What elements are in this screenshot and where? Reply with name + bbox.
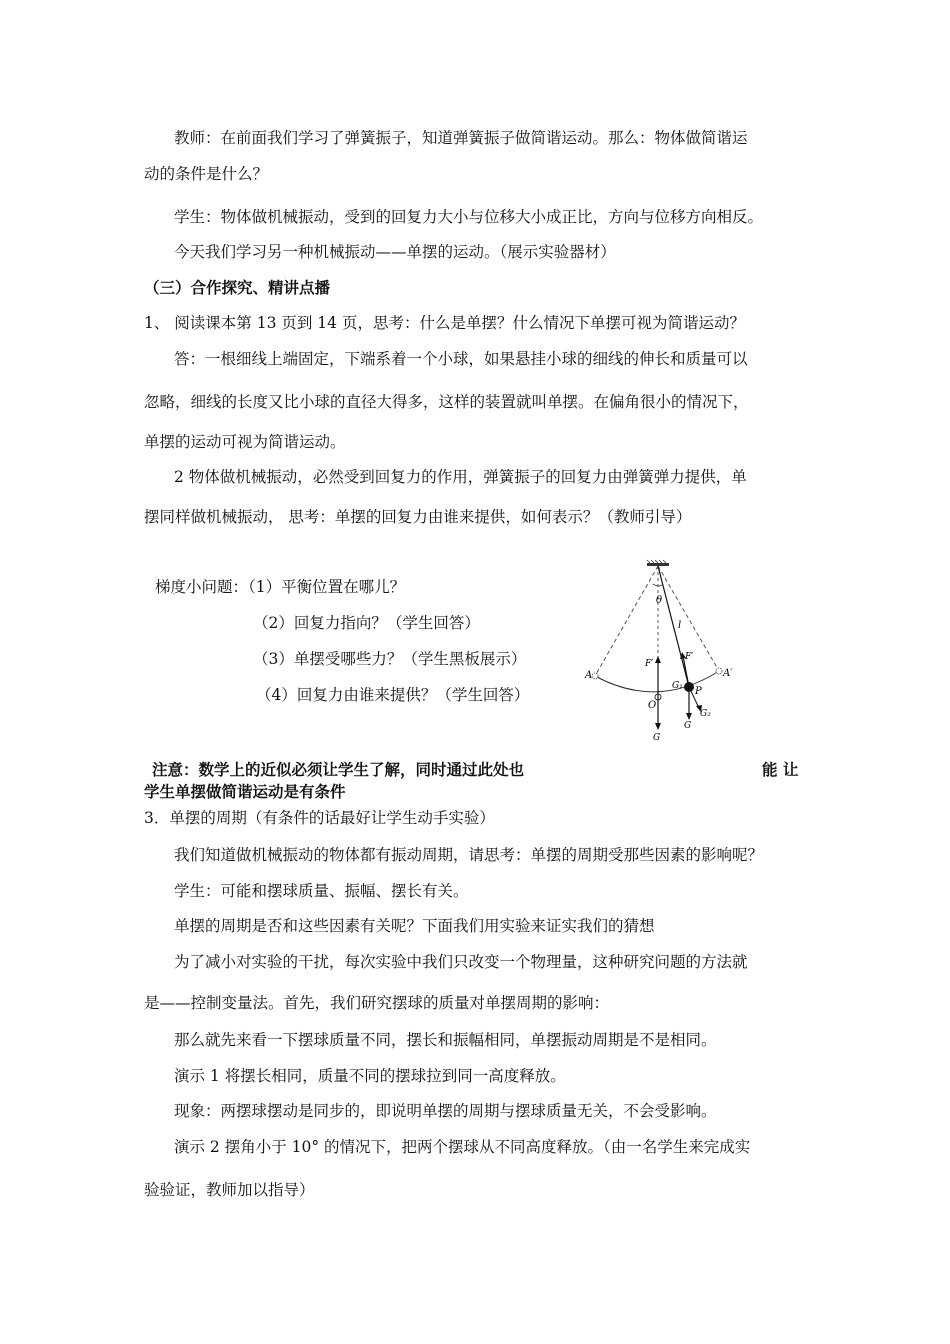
section-heading: （三）合作探究、精讲点播	[144, 279, 331, 297]
question-1: 梯度小问题：（1）平衡位置在哪儿？	[155, 578, 406, 596]
period-p6: 演示 1 将摆长相同，质量不同的摆球拉到同一高度释放。	[174, 1067, 566, 1085]
period-p4-line2: 是——控制变量法。首先，我们研究摆球的质量对单摆周期的影响：	[144, 994, 610, 1012]
ceiling-support	[647, 563, 669, 566]
label-f-left: F′	[645, 659, 654, 669]
note-line1-right: 能 让	[762, 761, 799, 779]
label-a-right: A′	[723, 668, 733, 679]
student-answer: 学生：物体做机械振动，受到的回复力大小与位移大小成正比，方向与位移方向相反。	[174, 208, 764, 226]
teacher-question-line1: 教师：在前面我们学习了弹簧振子，知道弹簧振子做简谐运动。那么：物体做简谐运	[174, 129, 748, 147]
label-g2: G₂	[700, 709, 711, 719]
label-g-left: G	[653, 733, 661, 743]
label-g1: G₁	[672, 681, 683, 691]
question-4: （4）回复力由谁来提供？（学生回答）	[256, 686, 530, 704]
item2-line1: 2 物体做机械振动，必然受到回复力的作用，弹簧振子的回复力由弹簧弹力提供，单	[174, 468, 747, 486]
item1-answer-line3: 单摆的运动可视为简谐运动。	[144, 433, 346, 451]
item1-answer-line2: 忽略，细线的长度又比小球的直径大得多，这样的装置就叫单摆。在偏角很小的情况下，	[144, 393, 749, 411]
item1-answer-line1: 答：一根细线上端固定，下端系着一个小球，如果悬挂小球的细线的伸长和质量可以	[174, 350, 748, 368]
teacher-question-line2: 动的条件是什么？	[144, 165, 269, 183]
today-topic: 今天我们学习另一种机械振动——单摆的运动。（展示实验器材）	[174, 243, 616, 261]
period-p8-line2: 验验证，教师加以指导）	[144, 1181, 315, 1199]
label-f-right: F′	[685, 652, 694, 662]
period-p3: 单摆的周期是否和这些因素有关呢？下面我们用实验来证实我们的猜想	[174, 917, 655, 935]
label-p: P	[695, 686, 702, 697]
period-heading: 3．单摆的周期（有条件的话最好让学生动手实验）	[144, 809, 495, 827]
period-p5: 那么就先来看一下摆球质量不同，摆长和振幅相同，单摆振动周期是不是相同。	[174, 1031, 717, 1049]
pendulum-bob	[684, 682, 694, 692]
item2-line2: 摆同样做机械振动， 思考：单摆的回复力由谁来提供，如何表示？（教师引导）	[144, 508, 692, 526]
period-p2: 学生：可能和摆球质量、振幅、摆长有关。	[174, 882, 469, 900]
note-line1-left: 注意：数学上的近似必须让学生了解，同时通过此处也	[152, 761, 525, 779]
period-p1: 我们知道做机械振动的物体都有振动周期，请思考：单摆的周期受那些因素的影响呢？	[174, 846, 764, 864]
item1-question: 1、 阅读课本第 13 页到 14 页，思考：什么是单摆？什么情况下单摆可视为简谐运动？	[144, 314, 745, 332]
label-g-right: G	[684, 721, 692, 731]
period-p8-line1: 演示 2 摆角小于 10° 的情况下，把两个摆球从不同高度释放。（由一名学生来完成实	[174, 1138, 751, 1156]
period-p7: 现象：两摆球摆动是同步的，即说明单摆的周期与摆球质量无关，不会受影响。	[174, 1102, 717, 1120]
label-o: O	[648, 700, 657, 711]
question-3: （3）单摆受哪些力？（学生黑板展示）	[253, 650, 527, 668]
note-line2: 学生单摆做简谐运动是有条件	[144, 783, 346, 801]
label-length: l	[678, 620, 682, 631]
label-a-left: A	[585, 670, 593, 681]
question-2: （2）回复力指向？（学生回答）	[253, 614, 480, 632]
pendulum-diagram	[583, 558, 743, 743]
period-p4-line1: 为了减小对实验的干扰，每次实验中我们只改变一个物理量，这种研究问题的方法就	[174, 953, 748, 971]
label-theta: θ	[656, 595, 663, 606]
